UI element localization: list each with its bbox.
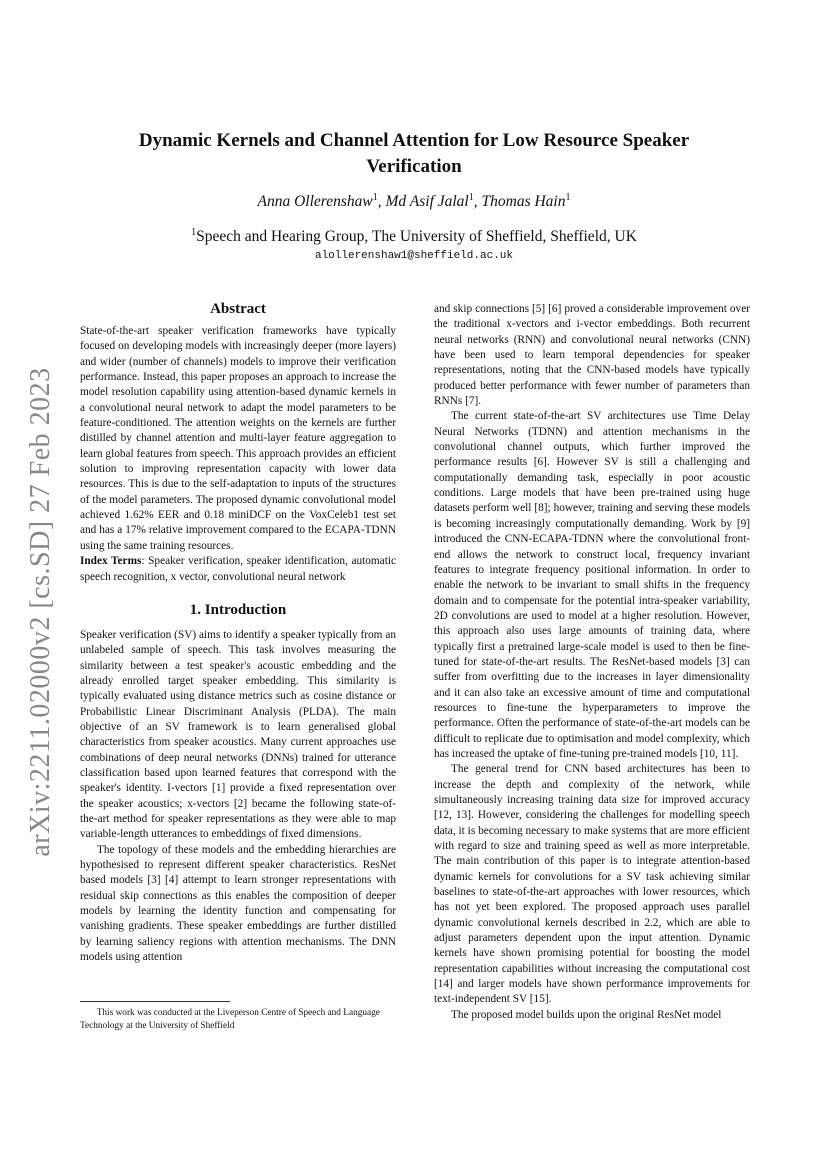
paper-title: Dynamic Kernels and Channel Attention for Low Resource Speaker Verification xyxy=(138,130,690,177)
footnote: This work was conducted at the Liveperson Centre of Speech and Language Technology at the University of Sheffield xyxy=(80,1008,380,1031)
introduction-heading: 1. Introduction xyxy=(189,601,287,618)
right-column xyxy=(434,302,750,1023)
author-affiliation-mark: 1 xyxy=(372,192,378,203)
body-paragraph: Speaker verification (SV) aims to identify a speaker typically from an unlabeled sample of speech. This task involves measuring the similarity between a test speaker's acoustic embedding and the already enrolled target speaker embedding. This similarity is typically evaluated using distance metrics such as cosine distance or Probabilistic Linear Discriminant Analysis (PLDA). The main objective of an SV framework is to learn generalised global characteristics from speaker acoustics. Many current approaches use combinations of deep neural networks (DNNs) trained for utterance classification based upon learned features that correspond with the speaker's identity. I-vectors [1] provide a fixed representation over the speaker acoustics; x-vectors [2] became the following state-of-the-art method for speaker representations as they were able to map variable-length utterances to embeddings of fixed dimensions. xyxy=(80,628,396,841)
abstract-text: State-of-the-art speaker verification frameworks have typically focused on developing models with increasingly deeper (more layers) and wider (number of channels) models to improve their verification performance. Instead, this paper proposes an approach to increase the model resolution capability using attention-based dynamic kernels in a convolutional neural network to adapt the model parameters to be feature-conditioned. The attention weights on the kernels are further distilled by channel attention and multi-layer feature aggregation to learn global features from speech. This approach provides an efficient solution to improving representation capacity with lower data resources. This is due to the self-adaptation to inputs of the structures of the model parameters. The proposed dynamic convolutional model achieved 1.62% EER and 0.18 miniDCF on the VoxCeleb1 test set and has a 17% relative improvement compared to the ECAPA-TDNN using the same training resources. xyxy=(80,325,396,552)
author-email: alollerenshaw1@sheffield.ac.uk xyxy=(314,250,514,262)
affiliation-mark: 1 xyxy=(191,227,197,238)
author-name: Thomas Hain xyxy=(481,193,566,211)
arxiv-stamp: arXiv:2211.02000v2 [cs.SD] 27 Feb 2023 xyxy=(25,367,56,857)
body-paragraph: and skip connections [5] [6] proved a considerable improvement over the traditional x-vectors and i-vector embeddings. Both recurrent neural networks (RNN) and convolutional neural networks (CNN) have been used to learn temporal dependencies for speaker representations, noting that the CNN-based models have typically produced better performance with fewer number of parameters than RNNs [7]. xyxy=(434,303,750,408)
abstract-heading: Abstract xyxy=(210,301,266,317)
author-list xyxy=(0,192,828,211)
index-terms-label: Index Terms xyxy=(80,555,142,568)
author-name: Anna Ollerenshaw xyxy=(257,193,373,211)
body-paragraph: The topology of these models and the embedding hierarchies are hypothesised to represent different speaker characteristics. ResNet based models [3] [4] attempt to learn stronger representations with residual skip connections as this enables the composition of deeper models by learning the identity function and compensating for vanishing gradients. These speaker embeddings are further distilled by learning saliency regions with attention mechanisms. The DNN models using attention xyxy=(80,843,396,964)
left-column xyxy=(80,300,396,965)
author-name: Md Asif Jalal xyxy=(385,193,469,211)
body-paragraph: The proposed model builds upon the original ResNet model xyxy=(450,1008,722,1021)
author-affiliation-mark: 1 xyxy=(468,192,474,203)
author-separator: , xyxy=(377,193,386,211)
affiliation xyxy=(0,227,828,246)
body-paragraph: The current state-of-the-art SV architectures use Time Delay Neural Networks (TDNN) and attention mechanisms in the convolutional channel outputs, which further improved the performance results [6]. However SV is still a challenging and computationally demanding task, especially in poor acoustic conditions. Large models that have been pre-trained using huge datasets perform well [8]; however, training and serving these models is becoming increasingly computationally demanding. Work by [9] introduced the CNN-ECAPA-TDNN where the convolutional front-end allows the network to construct local, frequency invariant features to integrate frequency positional information. In order to enable the network to be invariant to small shifts in the frequency domain and to compensate for the potential intra-speaker variability, 2D convolutions are used to model at a higher resolution. However, this approach also uses large amounts of training data, where typically first a pretrained large-scale model is used to then be fine-tuned for state-of-the-art results. The ResNet-based models [3] can suffer from overfitting due to the increases in layer dimensionality and it can also take an excessive amount of time and computational resources to fine-tune the hyperparameters to improve the performance. Often the performance of state-of-the-art models can be difficult to replicate due to optimisation and model complexity, which has increased the uptake of fine-tuning pre-trained models [10, 11]. xyxy=(434,410,750,760)
author-affiliation-mark: 1 xyxy=(565,192,571,203)
index-terms xyxy=(80,554,396,585)
footnote-divider xyxy=(80,1001,230,1002)
author-separator: , xyxy=(473,193,482,211)
index-terms-text: : Speaker verification, speaker identification, automatic speech recognition, x vector, convolutional neural network xyxy=(80,555,396,583)
body-paragraph: The general trend for CNN based architectures has been to increase the depth and complexity of the network, while simultaneously increasing training data size for improved accuracy [12, 13]. However, considering the challenges for modelling speech data, it is becoming necessary to make systems that are more efficient with regard to size and training speed as well as more interpretable. The main contribution of this paper is to integrate attention-based dynamic kernels for convolutions for a SV task achieving similar baselines to state-of-the-art approaches with lower resources, which has not yet been explored. The proposed approach uses parallel dynamic convolutional kernels described in 2.2, which are able to adjust parameters dependent upon the input attention. Dynamic kernels have shown promising potential for boosting the model representation capabilities without increasing the computational cost [14] and larger models have shown performance improvements for text-independent SV [15]. xyxy=(434,763,750,1006)
affiliation-text: Speech and Hearing Group, The University of Sheffield, Sheffield, UK xyxy=(196,228,637,246)
